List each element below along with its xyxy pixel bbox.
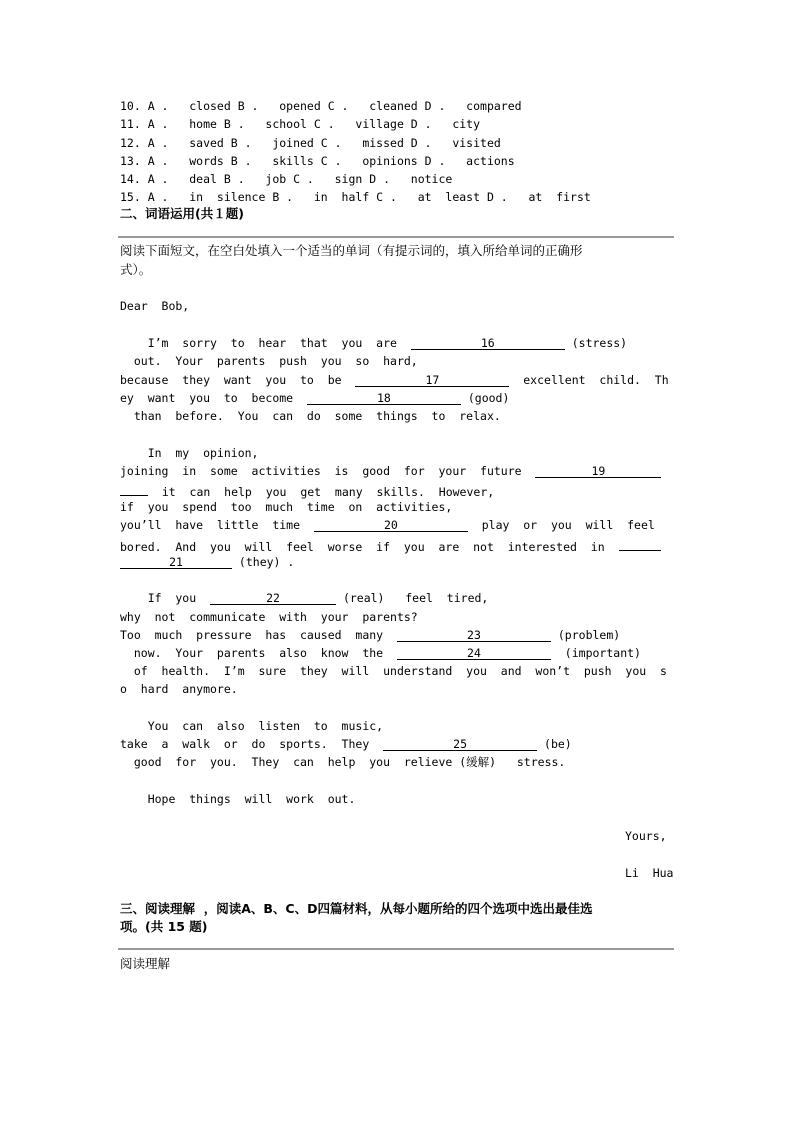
letter-line: take a walk or do sports. They 25 (be)	[120, 737, 572, 751]
letter-line: out. Your parents push you so hard,	[120, 354, 418, 368]
option-line-15: 15. A . in silence B . in half C . at least D . at first	[120, 190, 591, 204]
letter-signature: Li Hua	[625, 866, 674, 880]
option-line-12: 12. A . saved B . joined C . missed D . visited	[120, 136, 501, 150]
blank-25[interactable]: 25	[383, 737, 537, 751]
section3-heading-line1: 三、阅读理解 ，阅读A、B、C、D四篇材料，从每小题所给的四个选项中选出最佳选	[120, 901, 593, 916]
letter-line: Too much pressure has caused many 23 (problem)	[120, 628, 621, 642]
letter-line: 21 (they) .	[120, 555, 294, 569]
section3-heading-line2: 项。(共 15 题)	[120, 919, 208, 934]
option-line-14: 14. A . deal B . job C . sign D . notice	[120, 172, 453, 186]
letter-line: you’ll have little time 20 play or you will feel	[120, 518, 655, 532]
letter-line: bored. And you will feel worse if you are not interested in	[120, 537, 661, 554]
blank-18[interactable]: 18	[307, 391, 461, 405]
blank-19[interactable]: 19	[535, 464, 661, 478]
option-line-10: 10. A . closed B . opened C . cleaned D . compared	[120, 99, 522, 113]
letter-line: I’m sorry to hear that you are 16 (stress)	[120, 336, 628, 350]
blank-23[interactable]: 23	[397, 628, 551, 642]
option-line-11: 11. A . home B . school C . village D . city	[120, 117, 481, 131]
letter-greeting: Dear Bob,	[120, 299, 190, 313]
letter-line: good for you. They can help you relieve (缓解) stress.	[120, 755, 566, 769]
letter-line: In my opinion,	[120, 446, 259, 460]
letter-line: because they want you to be 17 excellent child. Th	[120, 373, 669, 387]
section2-heading: 二、词语运用(共１题)	[120, 206, 244, 221]
section2-instruction-line2: 式）。	[120, 262, 152, 277]
blank-24[interactable]: 24	[397, 646, 551, 660]
letter-line: it can help you get many skills. However,	[120, 482, 494, 499]
section3-subheading: 阅读理解	[120, 956, 171, 971]
blank-17[interactable]: 17	[355, 373, 509, 387]
letter-line: joining in some activities is good for your future 19	[120, 464, 661, 478]
blank-21[interactable]: 21	[120, 555, 232, 569]
letter-line: if you spend too much time on activities,	[120, 500, 453, 514]
section3-divider	[118, 948, 674, 950]
letter-line: of health. I’m sure they will understand you and won’t push you s	[120, 664, 667, 678]
blank-20[interactable]: 20	[314, 518, 468, 532]
letter-line: Hope things will work out.	[120, 792, 356, 806]
section2-instruction-line1: 阅读下面短文，在空白处填入一个适当的单词（有提示词的，填入所给单词的正确形	[120, 243, 583, 258]
blank-22[interactable]: 22	[210, 591, 336, 605]
letter-closing: Yours,	[625, 829, 667, 843]
letter-line: than before. You can do some things to relax.	[120, 409, 501, 423]
letter-line: ey want you to become 18 (good)	[120, 391, 510, 405]
blank-21-start[interactable]	[619, 537, 661, 551]
letter-line: o hard anymore.	[120, 682, 238, 696]
letter-line: why not communicate with your parents?	[120, 610, 418, 624]
letter-line: You can also listen to music,	[120, 719, 384, 733]
section2-divider	[118, 236, 674, 238]
option-line-13: 13. A . words B . skills C . opinions D . actions	[120, 154, 515, 168]
blank-19-continuation[interactable]	[120, 482, 148, 496]
blank-16[interactable]: 16	[411, 336, 565, 350]
letter-line: If you 22 (real) feel tired,	[120, 591, 489, 605]
letter-line: now. Your parents also know the 24 (important)	[120, 646, 641, 660]
